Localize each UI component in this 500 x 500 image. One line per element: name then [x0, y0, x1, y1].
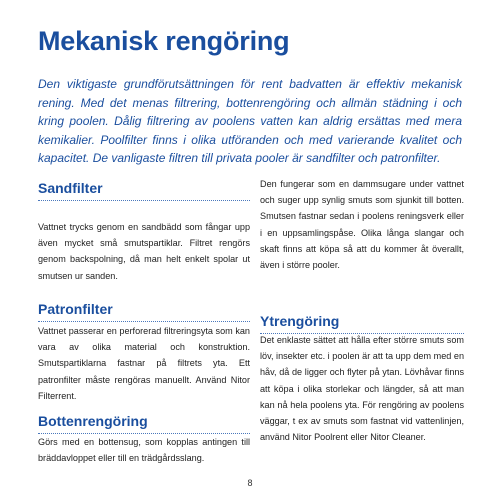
intro-paragraph: Den viktigaste grundförutsättningen för rent badvatten är effektiv mekanisk rening. Med det menas filtrering, bottenrengöring och allmän städning i och kring poolen. Dålig filtrering av poolens vatten kan aldrig ersättas med mera kemikalier. Poolfilter finns i olika utföranden och med varierande kvalitet och kapacitet. De vanligaste filtren till privata pooler är sandfilter och patronfilter.: [38, 77, 462, 166]
section-heading-bottenrengoring: Bottenrengöring: [38, 412, 250, 434]
page-title: Mekanisk rengöring: [38, 26, 290, 56]
section-body-sandfilter: Vattnet trycks genom en sandbädd som fångar upp även mycket små smutspartiklar. Filtret rengörs genom backspolning, då man helt enkelt spolar ut smutsen ur sanden.: [38, 222, 250, 281]
section-heading-patronfilter: Patronfilter: [38, 300, 250, 322]
section-body-bottenrengoring: Görs med en bottensug, som kopplas antingen till bräddavloppet eller till en trädgårdsslang.: [38, 437, 250, 464]
section-body-bottenrengoring-continued: Den fungerar som en dammsugare under vattnet och suger upp synlig smuts som sjunkit till botten. Smutsen fastnar sedan i poolens reningsverk eller i en uppsamlingspåse. Olika långa slangar och skaft finns att köpa så att du kommer åt överallt, även i större pooler.: [260, 179, 464, 271]
section-heading-sandfilter: Sandfilter: [38, 179, 250, 201]
section-body-patronfilter: Vattnet passerar en perforerad filtreringsyta som kan vara av olika material och konstruktion. Smutspartiklarna fastnar på filtrets yta. Ett patronfilter måste rengöras manuellt. Använd Nitor Filterrent.: [38, 326, 250, 401]
page-number: 8: [247, 478, 253, 488]
section-heading-ytrengoring: Ytrengöring: [260, 312, 464, 334]
section-body-ytrengoring: Det enklaste sättet att hålla efter större smuts som löv, insekter etc. i poolen är att ta upp dem med en håv, då de ligger och flyter på ytan. Lövhåvar finns att köpa i olika storlekar och längder, så att man kan nå hela poolens yta. För rengöring av poolens väggar, t ex av smuts som fastnat vid vattenlinjen, använd Nitor Poolrent eller Nitor Cleaner.: [260, 335, 464, 443]
